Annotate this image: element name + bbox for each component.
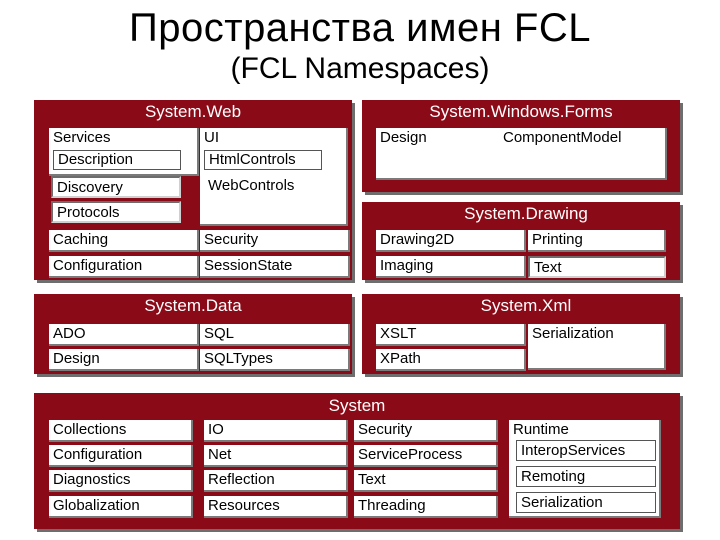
- data-design: Design: [49, 349, 199, 371]
- system-text: Text: [354, 470, 498, 492]
- system-panel: [34, 393, 680, 529]
- xml-serialization: Serialization: [528, 324, 666, 370]
- web-security: Security: [200, 230, 350, 252]
- web-services-description: Description: [53, 150, 181, 170]
- web-discovery: Discovery: [51, 176, 181, 198]
- xml-xslt: XSLT: [376, 324, 526, 346]
- web-services-label: Services: [53, 129, 111, 146]
- system-windows-forms-title: System.Windows.Forms: [429, 102, 613, 121]
- system-data-title: System.Data: [144, 296, 242, 315]
- web-ui-label: UI: [204, 129, 219, 146]
- system-drawing-title: System.Drawing: [464, 204, 588, 223]
- drawing-printing: Printing: [528, 230, 666, 252]
- system-xml-title: System.Xml: [480, 296, 572, 315]
- drawing-text: Text: [528, 256, 666, 278]
- system-data-panel: [34, 294, 352, 374]
- web-configuration: Configuration: [49, 256, 199, 278]
- system-drawing-panel: [362, 202, 680, 280]
- system-serviceprocess: ServiceProcess: [354, 445, 498, 467]
- xml-xpath: XPath: [376, 349, 526, 371]
- forms-componentmodel: ComponentModel: [497, 128, 667, 180]
- data-sqltypes: SQLTypes: [200, 349, 350, 371]
- system-runtime-interopservices: InteropServices: [516, 440, 656, 461]
- system-configuration: Configuration: [49, 445, 193, 467]
- system-security: Security: [354, 420, 498, 442]
- system-xml-panel: [362, 294, 680, 374]
- web-sessionstate: SessionState: [200, 256, 350, 278]
- system-collections: Collections: [49, 420, 193, 442]
- drawing-drawing2d: Drawing2D: [376, 230, 526, 252]
- system-runtime-label: Runtime: [513, 421, 569, 438]
- system-reflection: Reflection: [204, 470, 348, 492]
- web-webcontrols: WebControls: [208, 177, 295, 194]
- page-title: Пространства имен FCL: [129, 6, 591, 50]
- system-web-title: System.Web: [144, 102, 242, 121]
- system-windows-forms-panel: [362, 100, 680, 192]
- web-caching: Caching: [49, 230, 199, 252]
- system-title: System: [328, 396, 386, 415]
- system-threading: Threading: [354, 496, 498, 518]
- system-resources: Resources: [204, 496, 348, 518]
- system-web-panel: [34, 100, 352, 280]
- web-protocols: Protocols: [51, 201, 181, 223]
- page-subtitle: (FCL Namespaces): [230, 52, 490, 85]
- web-htmlcontrols: HtmlControls: [204, 150, 322, 170]
- system-runtime-serialization: Serialization: [516, 492, 656, 513]
- system-globalization: Globalization: [49, 496, 193, 518]
- system-net: Net: [204, 445, 348, 467]
- system-runtime-remoting: Remoting: [516, 466, 656, 487]
- system-diagnostics: Diagnostics: [49, 470, 193, 492]
- forms-design: Design: [376, 128, 524, 180]
- system-io: IO: [204, 420, 348, 442]
- drawing-imaging: Imaging: [376, 256, 526, 278]
- data-ado: ADO: [49, 324, 199, 346]
- data-sql: SQL: [200, 324, 350, 346]
